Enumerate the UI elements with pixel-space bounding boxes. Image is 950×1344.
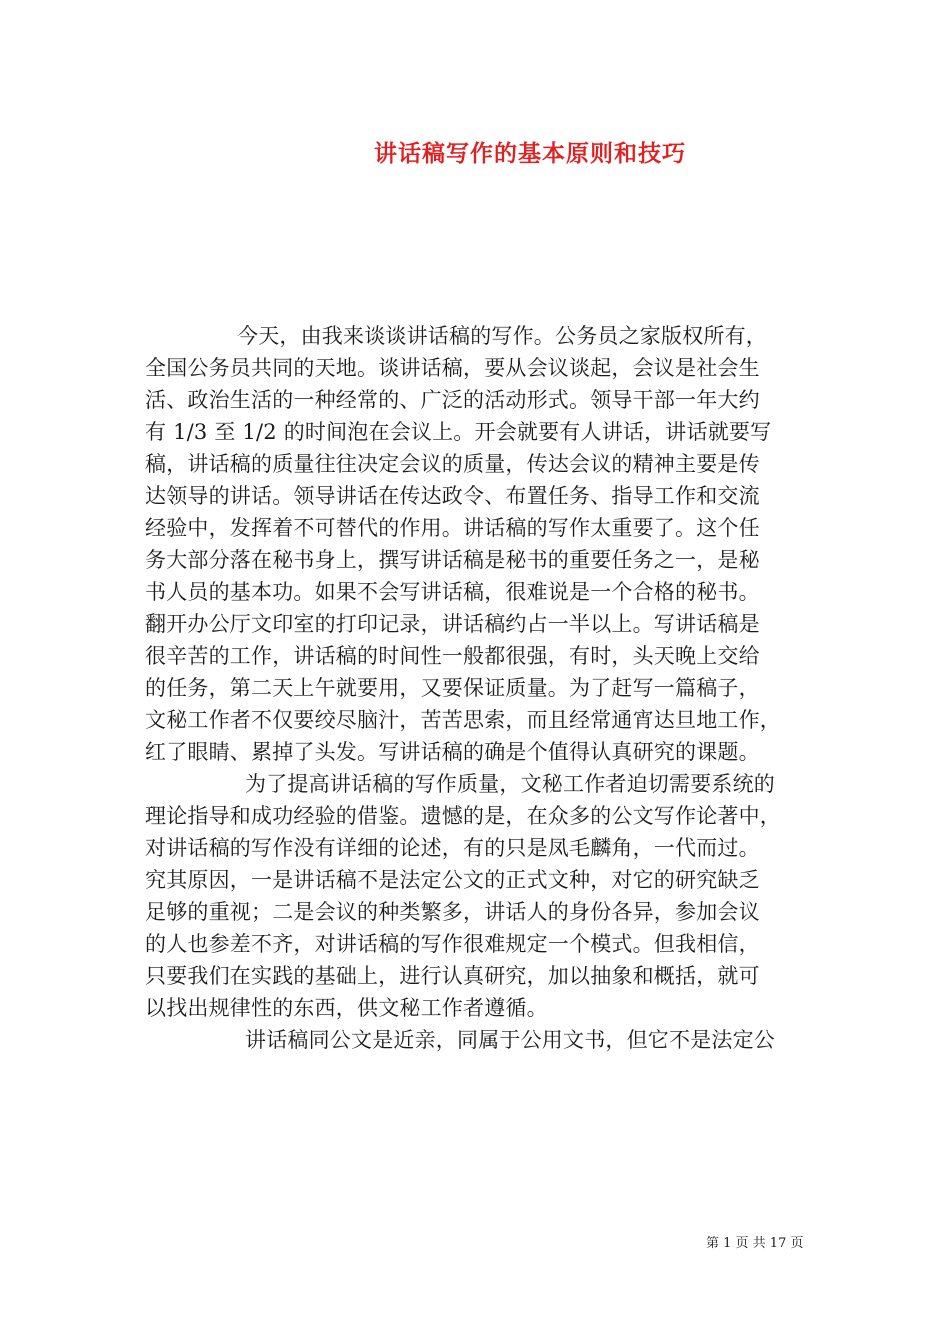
text-line: 今天，由我来谈谈讲话稿的写作。公务员之家版权所有， xyxy=(237,324,767,348)
text-line: 文秘工作者不仅要绞尽脑汁，苦苦思索，而且经常通宵达旦地工作， xyxy=(145,708,781,732)
text-line: 稿，讲话稿的质量往往决定会议的质量，传达会议的精神主要是传 xyxy=(145,452,760,476)
text-line: 只要我们在实践的基础上，进行认真研究，加以抽象和概括，就可 xyxy=(145,964,760,988)
text-line: 足够的重视；二是会议的种类繁多，讲话人的身份各异，参加会议 xyxy=(145,900,760,924)
text-line: 有 1/3 至 1/2 的时间泡在会议上。开会就要有人讲话，讲话就要写 xyxy=(145,420,772,444)
text-line: 书人员的基本功。如果不会写讲话稿，很难说是一个合格的秘书。 xyxy=(145,580,760,604)
text-line: 究其原因，一是讲话稿不是法定公文的正式文种，对它的研究缺乏 xyxy=(145,868,760,892)
page-footer: 第 1 页 共 17 页 xyxy=(706,1236,804,1251)
text-line: 红了眼睛、累掉了头发。写讲话稿的确是个值得认真研究的课题。 xyxy=(145,740,760,764)
text-line: 活、政治生活的一种经常的、广泛的活动形式。领导干部一年大约 xyxy=(145,388,760,412)
text-line: 翻开办公厅文印室的打印记录，讲话稿约占一半以上。写讲话稿是 xyxy=(145,612,760,636)
text-line: 的人也参差不齐，对讲话稿的写作很难规定一个模式。但我相信， xyxy=(145,932,760,956)
text-line: 理论指导和成功经验的借鉴。遗憾的是，在众多的公文写作论著中， xyxy=(145,804,781,828)
text-line: 的任务，第二天上午就要用，又要保证质量。为了赶写一篇稿子， xyxy=(145,676,760,700)
text-line: 为了提高讲话稿的写作质量，文秘工作者迫切需要系统的 xyxy=(245,772,775,796)
text-line: 全国公务员共同的天地。谈讲话稿，要从会议谈起，会议是社会生 xyxy=(145,356,760,380)
text-line: 对讲话稿的写作没有详细的论述，有的只是凤毛麟角，一代而过。 xyxy=(145,836,760,860)
text-line: 经验中，发挥着不可替代的作用。讲话稿的写作太重要了。这个任 xyxy=(145,516,760,540)
text-line: 达领导的讲话。领导讲话在传达政令、布置任务、指导工作和交流 xyxy=(145,484,760,508)
document-title: 讲话稿写作的基本原则和技巧 xyxy=(374,140,686,167)
document-body xyxy=(145,320,817,1056)
text-line: 务大部分落在秘书身上，撰写讲话稿是秘书的重要任务之一，是秘 xyxy=(145,548,760,572)
text-line: 讲话稿同公文是近亲，同属于公用文书，但它不是法定公 xyxy=(245,1028,775,1052)
text-line: 很辛苦的工作，讲话稿的时间性一般都很强，有时，头天晚上交给 xyxy=(145,644,760,668)
text-line: 以找出规律性的东西，供文秘工作者遵循。 xyxy=(145,996,548,1020)
